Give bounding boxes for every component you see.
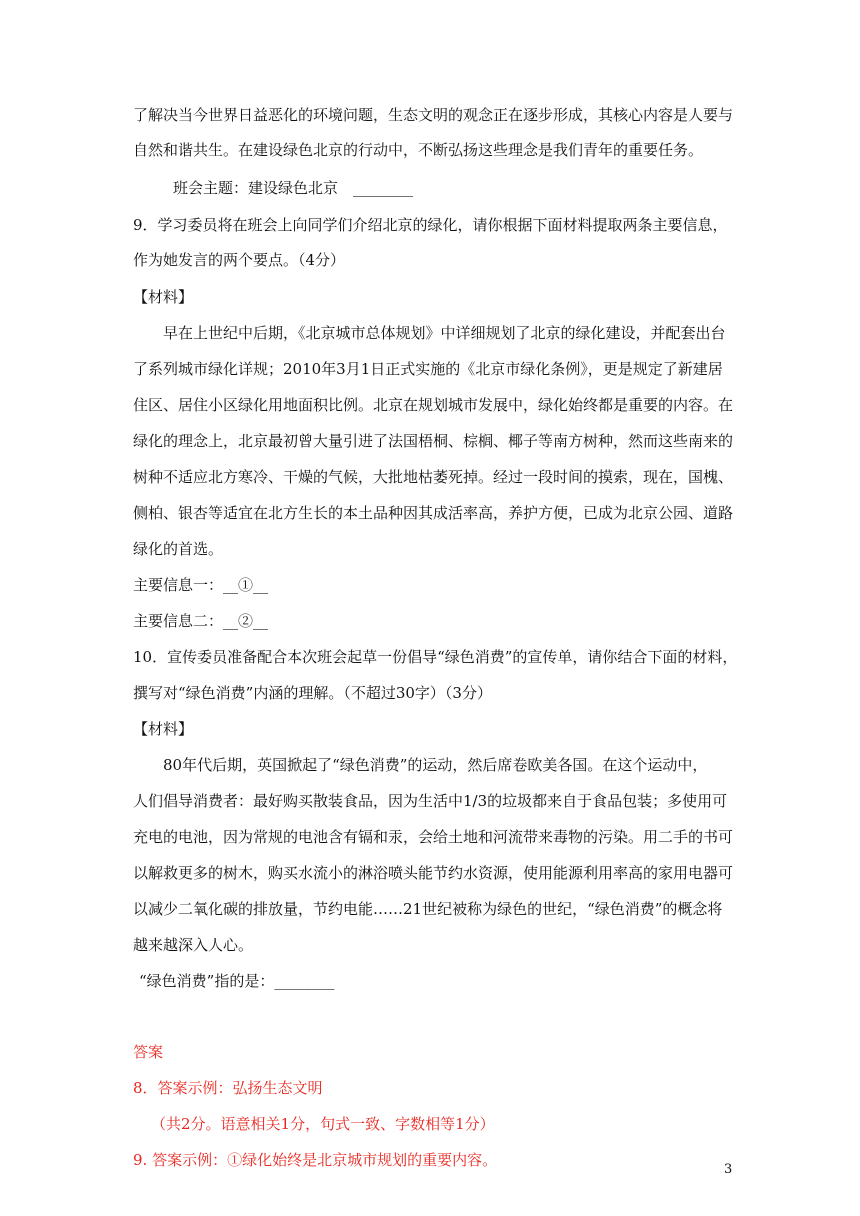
intro-line-1: 了解决当今世界日益恶化的环境问题，生态文明的观念正在逐步形成，其核心内容是人要与 (133, 106, 734, 124)
question-10-line-1: 10．宣传委员准备配合本次班会起草一份倡导“绿色消费”的宣传单，请你结合下面的材料， (133, 648, 738, 666)
q10-material-line-3: 充电的电池，因为常规的电池含有镉和汞，会给土地和河流带来毒物的污染。用二手的书可 (133, 828, 734, 846)
q10-material-line-2: 人们倡导消费者：最好购买散装食品，因为生活中1/3的垃圾都来自于食品包装；多使用可 (133, 792, 728, 810)
q9-material-line-2: 了系列城市绿化详规；2010年3月1日正式实施的《北京市绿化条例》，更是规定了新建居 (133, 360, 723, 378)
question-9-line-2: 作为她发言的两个要点。（4分） (133, 251, 346, 269)
q9-material-label: 【材料】 (133, 288, 194, 306)
q9-info-1: 主要信息一：__①__ (133, 576, 269, 594)
q9-info-2: 主要信息二：__②__ (133, 612, 269, 630)
page-number: 3 (724, 1162, 733, 1177)
q9-material-line-4: 绿化的理念上，北京最初曾大量引进了法国梧桐、棕榈、椰子等南方树种，然而这些南来的 (133, 432, 734, 450)
q9-material-line-3: 住区、居住小区绿化用地面积比例。北京在规划城市发展中，绿化始终都是重要的内容。在 (133, 396, 734, 414)
question-9-line-1: 9．学习委员将在班会上向同学们介绍北京的绿化，请你根据下面材料提取两条主要信息， (133, 216, 728, 234)
q9-material-line-7: 绿化的首选。 (133, 540, 224, 558)
answers-title: 答案 (133, 1043, 164, 1061)
q10-material-line-1: 80年代后期，英国掀起了“绿色消费”的运动，然后席卷欧美各国。在这个运动中， (163, 756, 708, 774)
q10-material-line-5: 以减少二氧化碳的排放量，节约电能……21世纪被称为绿色的世纪，“绿色消费”的概念将 (133, 900, 723, 918)
q10-material-label: 【材料】 (133, 720, 194, 738)
intro-line-2: 自然和谐共生。在建设绿色北京的行动中，不断弘扬这些理念是我们青年的重要任务。 (133, 141, 704, 159)
answer-8: 8．答案示例：弘扬生态文明 (133, 1079, 323, 1097)
q10-answer-line: “绿色消费”指的是：________ (139, 972, 335, 990)
answer-9: 9. 答案示例：①绿化始终是北京城市规划的重要内容。 (133, 1151, 498, 1169)
q9-material-line-6: 侧柏、银杏等适宜在北方生长的本土品种因其成活率高，养护方便，已成为北京公园、道路 (133, 504, 734, 522)
q9-material-line-1: 早在上世纪中后期，《北京城市总体规划》中详细规划了北京的绿化建设，并配套出台 (163, 324, 726, 342)
q10-material-line-4: 以解救更多的树木，购买水流小的淋浴喷头能节约水资源，使用能源利用率高的家用电器可 (133, 864, 734, 882)
q9-material-line-5: 树种不适应北方寒冷、干燥的气候，大批地枯萎死掉。经过一段时间的摸索，现在，国槐、 (133, 468, 734, 486)
class-theme-line: 班会主题：建设绿色北京 ________ (173, 179, 414, 197)
question-10-line-2: 撰写对“绿色消费”内涵的理解。（不超过30字）（3分） (133, 684, 492, 702)
q10-material-line-6: 越来越深入人心。 (133, 936, 254, 954)
answer-8-note: （共2分。语意相关1分，句式一致、字数相等1分） (151, 1115, 495, 1133)
